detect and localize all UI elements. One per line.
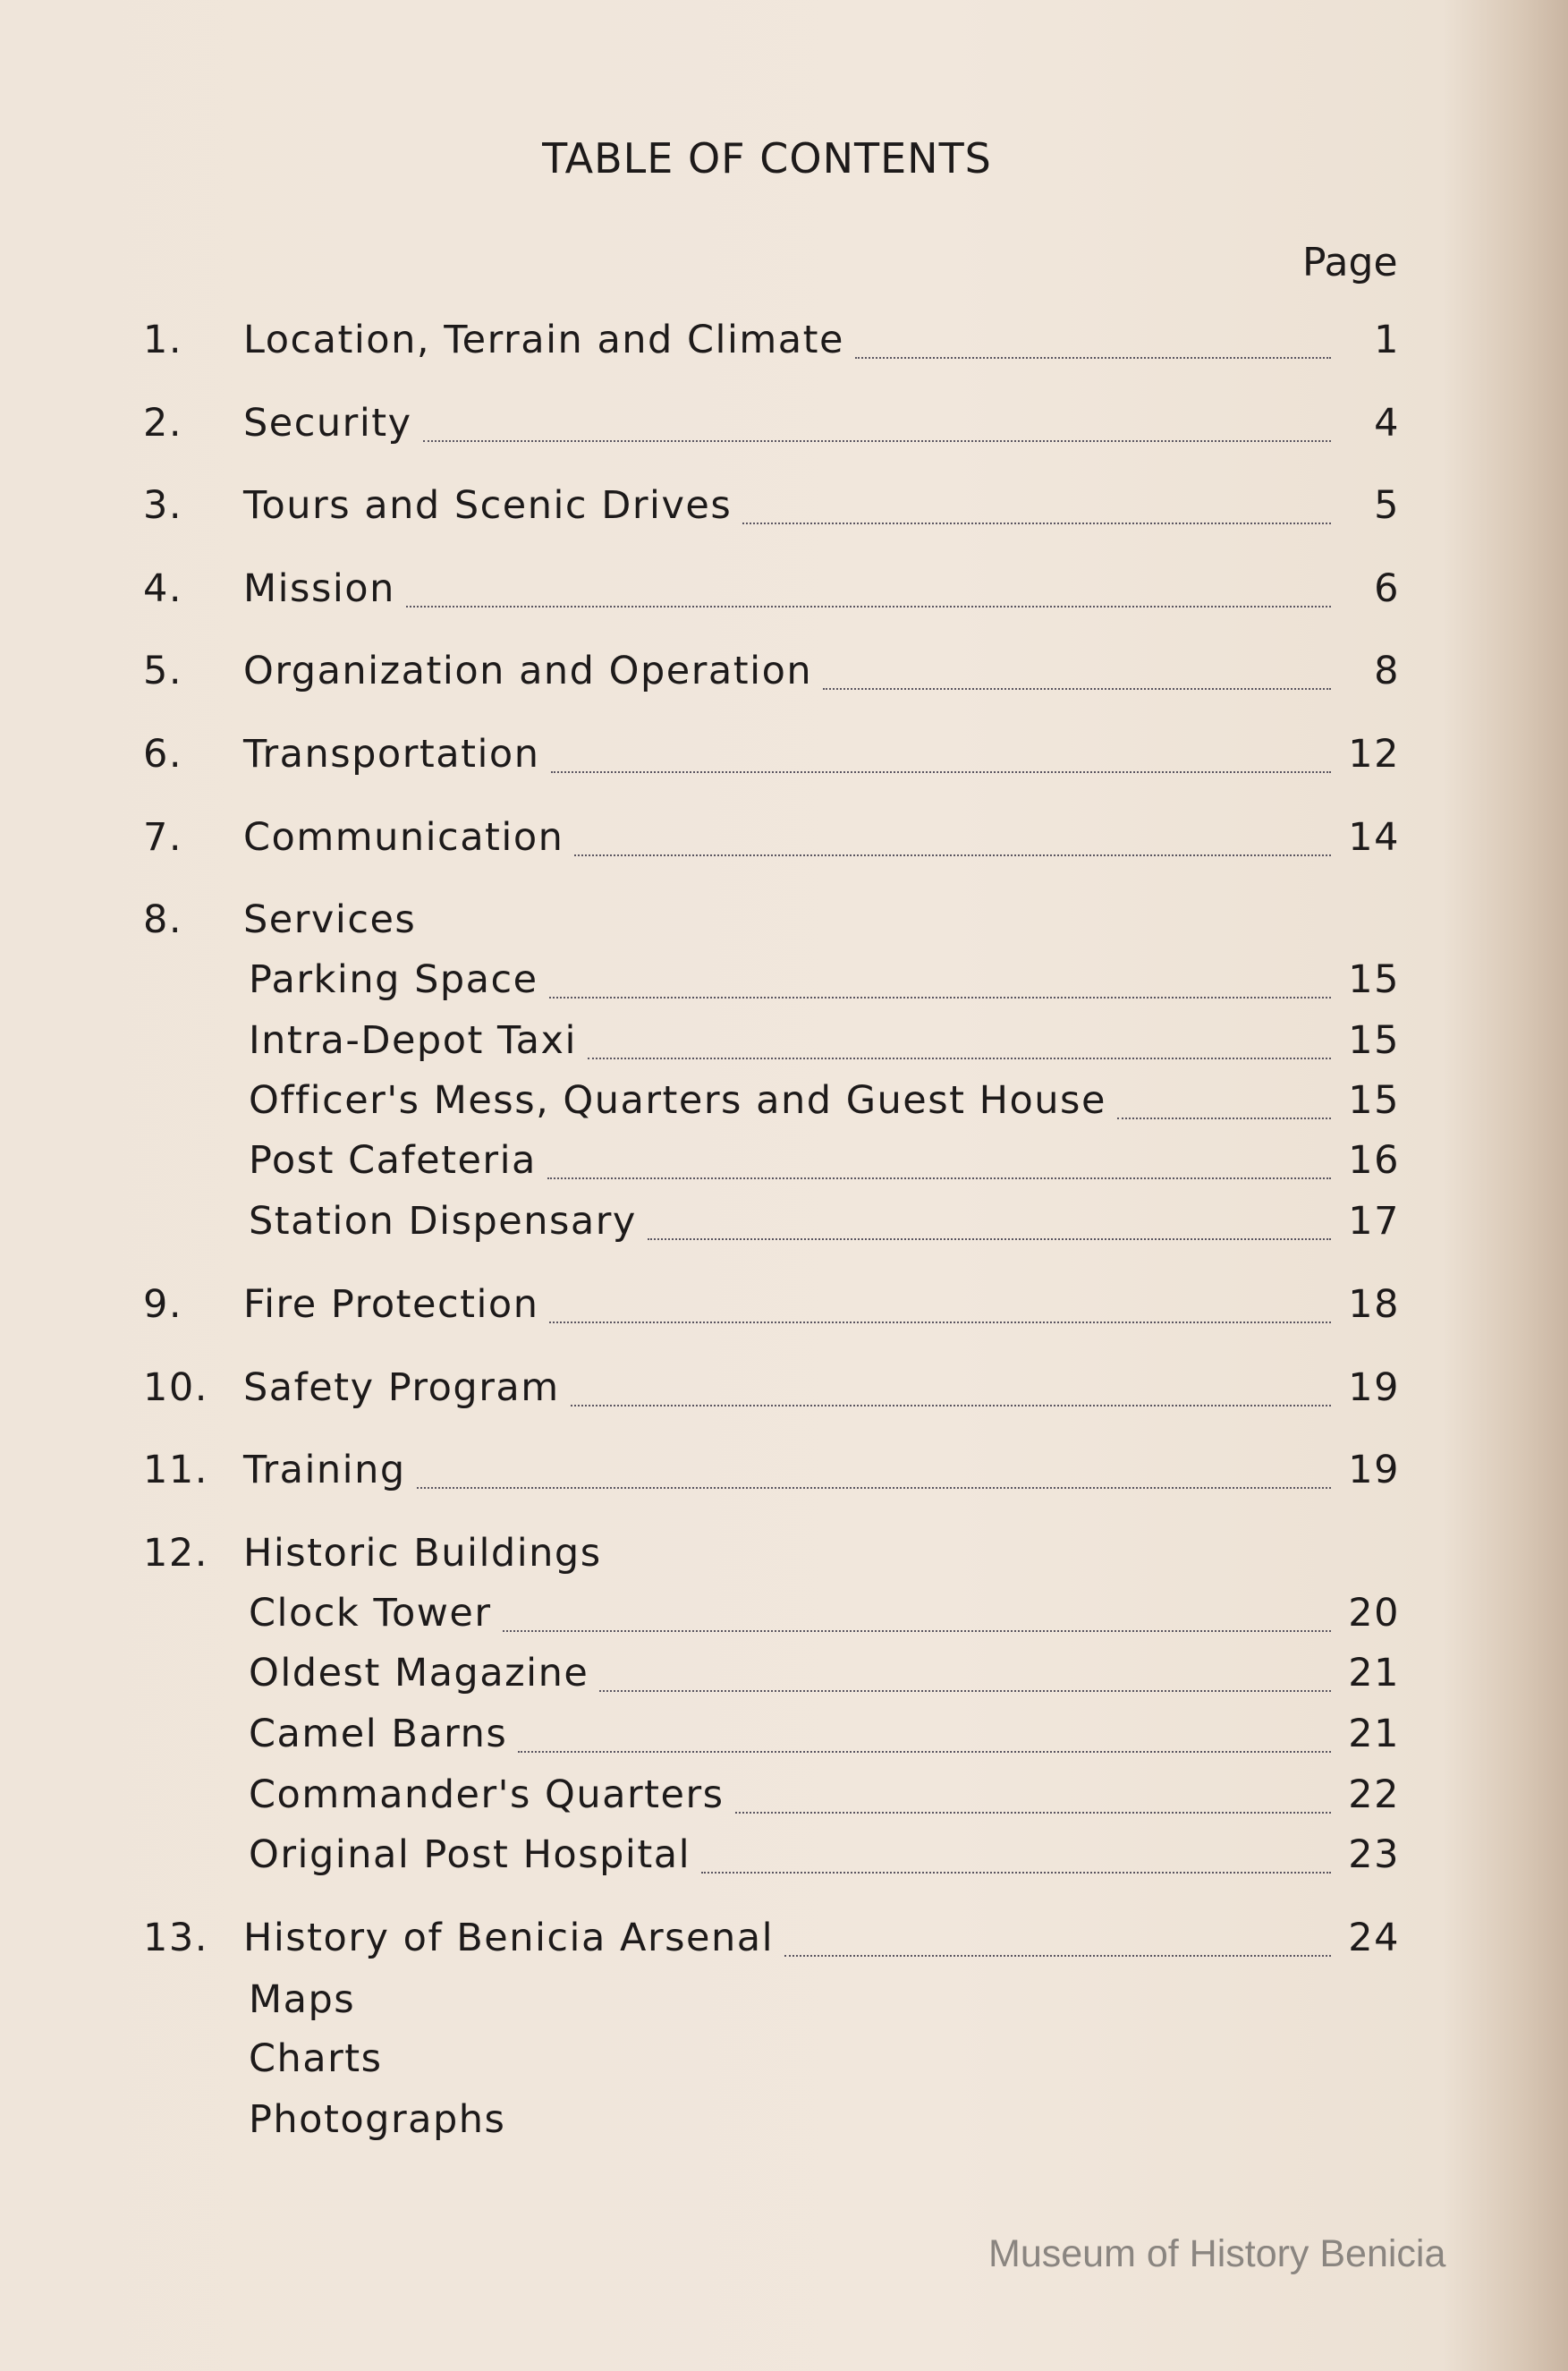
dot-leader: [417, 1487, 1331, 1489]
dot-leader: [549, 997, 1331, 999]
entry-page-number: 20: [1348, 1591, 1400, 1636]
dot-leader: [823, 688, 1331, 690]
entry-page-number: 18: [1348, 1282, 1400, 1327]
entry-label: History of Benicia Arsenal: [243, 1916, 775, 1960]
entry-label: Safety Program: [243, 1365, 560, 1410]
toc-entry: [0, 1977, 1568, 2031]
toc-entry: [0, 1199, 1568, 1253]
entry-label: Clock Tower: [249, 1591, 492, 1636]
entry-page-number: 15: [1348, 1018, 1400, 1063]
dot-leader: [599, 1690, 1331, 1692]
dot-leader: [551, 771, 1331, 773]
entry-label: Charts: [249, 2036, 383, 2081]
toc-entry: [0, 1651, 1568, 1704]
entry-label: Organization and Operation: [243, 649, 813, 693]
dot-leader: [742, 523, 1331, 524]
toc-entry: [0, 1591, 1568, 1644]
entry-label: Station Dispensary: [249, 1199, 637, 1244]
entry-label: Parking Space: [249, 957, 538, 1002]
entry-label: Training: [243, 1448, 406, 1492]
entry-page-number: 23: [1348, 1832, 1400, 1877]
entry-number: 3.: [143, 483, 183, 528]
entry-page-number: 19: [1348, 1365, 1400, 1410]
toc-entry: [0, 649, 1568, 702]
entry-page-number: 15: [1348, 1078, 1400, 1123]
entry-label: Transportation: [243, 732, 540, 777]
entry-label: Fire Protection: [243, 1282, 539, 1327]
dot-leader: [701, 1872, 1331, 1874]
entry-number: 4.: [143, 566, 183, 611]
entry-page-number: 14: [1348, 815, 1400, 860]
toc-entry: [0, 1078, 1568, 1132]
toc-entry: [0, 1138, 1568, 1192]
toc-entry: [0, 2036, 1568, 2090]
dot-leader: [571, 1405, 1331, 1406]
entry-page-number: 17: [1348, 1199, 1400, 1244]
entry-number: 11.: [143, 1448, 208, 1492]
entry-page-number: 5: [1374, 483, 1400, 528]
entry-page-number: 22: [1348, 1772, 1400, 1817]
toc-entry: [0, 1531, 1568, 1585]
toc-entry: [0, 897, 1568, 951]
entry-label: Camel Barns: [249, 1712, 508, 1756]
entry-label: Intra-Depot Taxi: [249, 1018, 577, 1063]
entry-label: Services: [243, 897, 417, 942]
dot-leader: [574, 854, 1331, 856]
toc-entry: [0, 957, 1568, 1011]
entry-page-number: 1: [1374, 318, 1400, 362]
entry-label: Historic Buildings: [243, 1531, 602, 1576]
entry-label: Location, Terrain and Climate: [243, 318, 844, 362]
toc-entry: [0, 1018, 1568, 1072]
entry-page-number: 6: [1374, 566, 1400, 611]
dot-leader: [784, 1955, 1331, 1957]
entry-number: 6.: [143, 732, 183, 777]
dot-leader: [423, 440, 1331, 442]
entry-page-number: 4: [1374, 401, 1400, 446]
toc-entry: [0, 1712, 1568, 1765]
toc-entry: [0, 732, 1568, 786]
entry-number: 12.: [143, 1531, 208, 1576]
toc-entry: [0, 1772, 1568, 1826]
entry-number: 7.: [143, 815, 183, 860]
page-column-header: Page: [1302, 240, 1398, 285]
entry-number: 2.: [143, 401, 183, 446]
toc-entry: [0, 1832, 1568, 1886]
entry-page-number: 8: [1374, 649, 1400, 693]
entry-page-number: 15: [1348, 957, 1400, 1002]
entry-number: 1.: [143, 318, 183, 362]
entry-label: Commander's Quarters: [249, 1772, 725, 1817]
entry-number: 5.: [143, 649, 183, 693]
entry-number: 10.: [143, 1365, 208, 1410]
dot-leader: [588, 1058, 1331, 1059]
toc-entry: [0, 483, 1568, 537]
entry-label: Mission: [243, 566, 395, 611]
entry-number: 13.: [143, 1916, 208, 1960]
toc-entry: [0, 815, 1568, 869]
dot-leader: [518, 1751, 1331, 1753]
entry-number: 8.: [143, 897, 183, 942]
entry-label: Original Post Hospital: [249, 1832, 691, 1877]
toc-entry: [0, 1365, 1568, 1419]
entry-label: Photographs: [249, 2097, 506, 2142]
toc-entry: [0, 566, 1568, 620]
toc-entry: [0, 2097, 1568, 2151]
toc-entry: [0, 318, 1568, 371]
dot-leader: [547, 1177, 1331, 1179]
toc-entry: [0, 1448, 1568, 1501]
entry-label: Officer's Mess, Quarters and Guest House: [249, 1078, 1106, 1123]
entry-page-number: 21: [1348, 1712, 1400, 1756]
watermark: Museum of History Benicia: [988, 2232, 1446, 2275]
dot-leader: [735, 1812, 1331, 1814]
dot-leader: [406, 606, 1331, 608]
entry-label: Security: [243, 401, 412, 446]
page-title: TABLE OF CONTENTS: [542, 134, 992, 183]
entry-page-number: 12: [1348, 732, 1400, 777]
entry-number: 9.: [143, 1282, 183, 1327]
dot-leader: [855, 357, 1331, 359]
entry-label: Tours and Scenic Drives: [243, 483, 733, 528]
entry-page-number: 21: [1348, 1651, 1400, 1695]
entry-page-number: 19: [1348, 1448, 1400, 1492]
toc-entry: [0, 401, 1568, 455]
entry-label: Oldest Magazine: [249, 1651, 589, 1695]
entry-label: Post Cafeteria: [249, 1138, 537, 1183]
entry-page-number: 24: [1348, 1916, 1400, 1960]
toc-entry: [0, 1282, 1568, 1336]
toc-entry: [0, 1916, 1568, 1969]
dot-leader: [648, 1238, 1331, 1240]
entry-label: Communication: [243, 815, 564, 860]
dot-leader: [549, 1321, 1331, 1323]
entry-page-number: 16: [1348, 1138, 1400, 1183]
dot-leader: [1117, 1118, 1331, 1119]
dot-leader: [503, 1630, 1331, 1632]
entry-label: Maps: [249, 1977, 356, 2022]
